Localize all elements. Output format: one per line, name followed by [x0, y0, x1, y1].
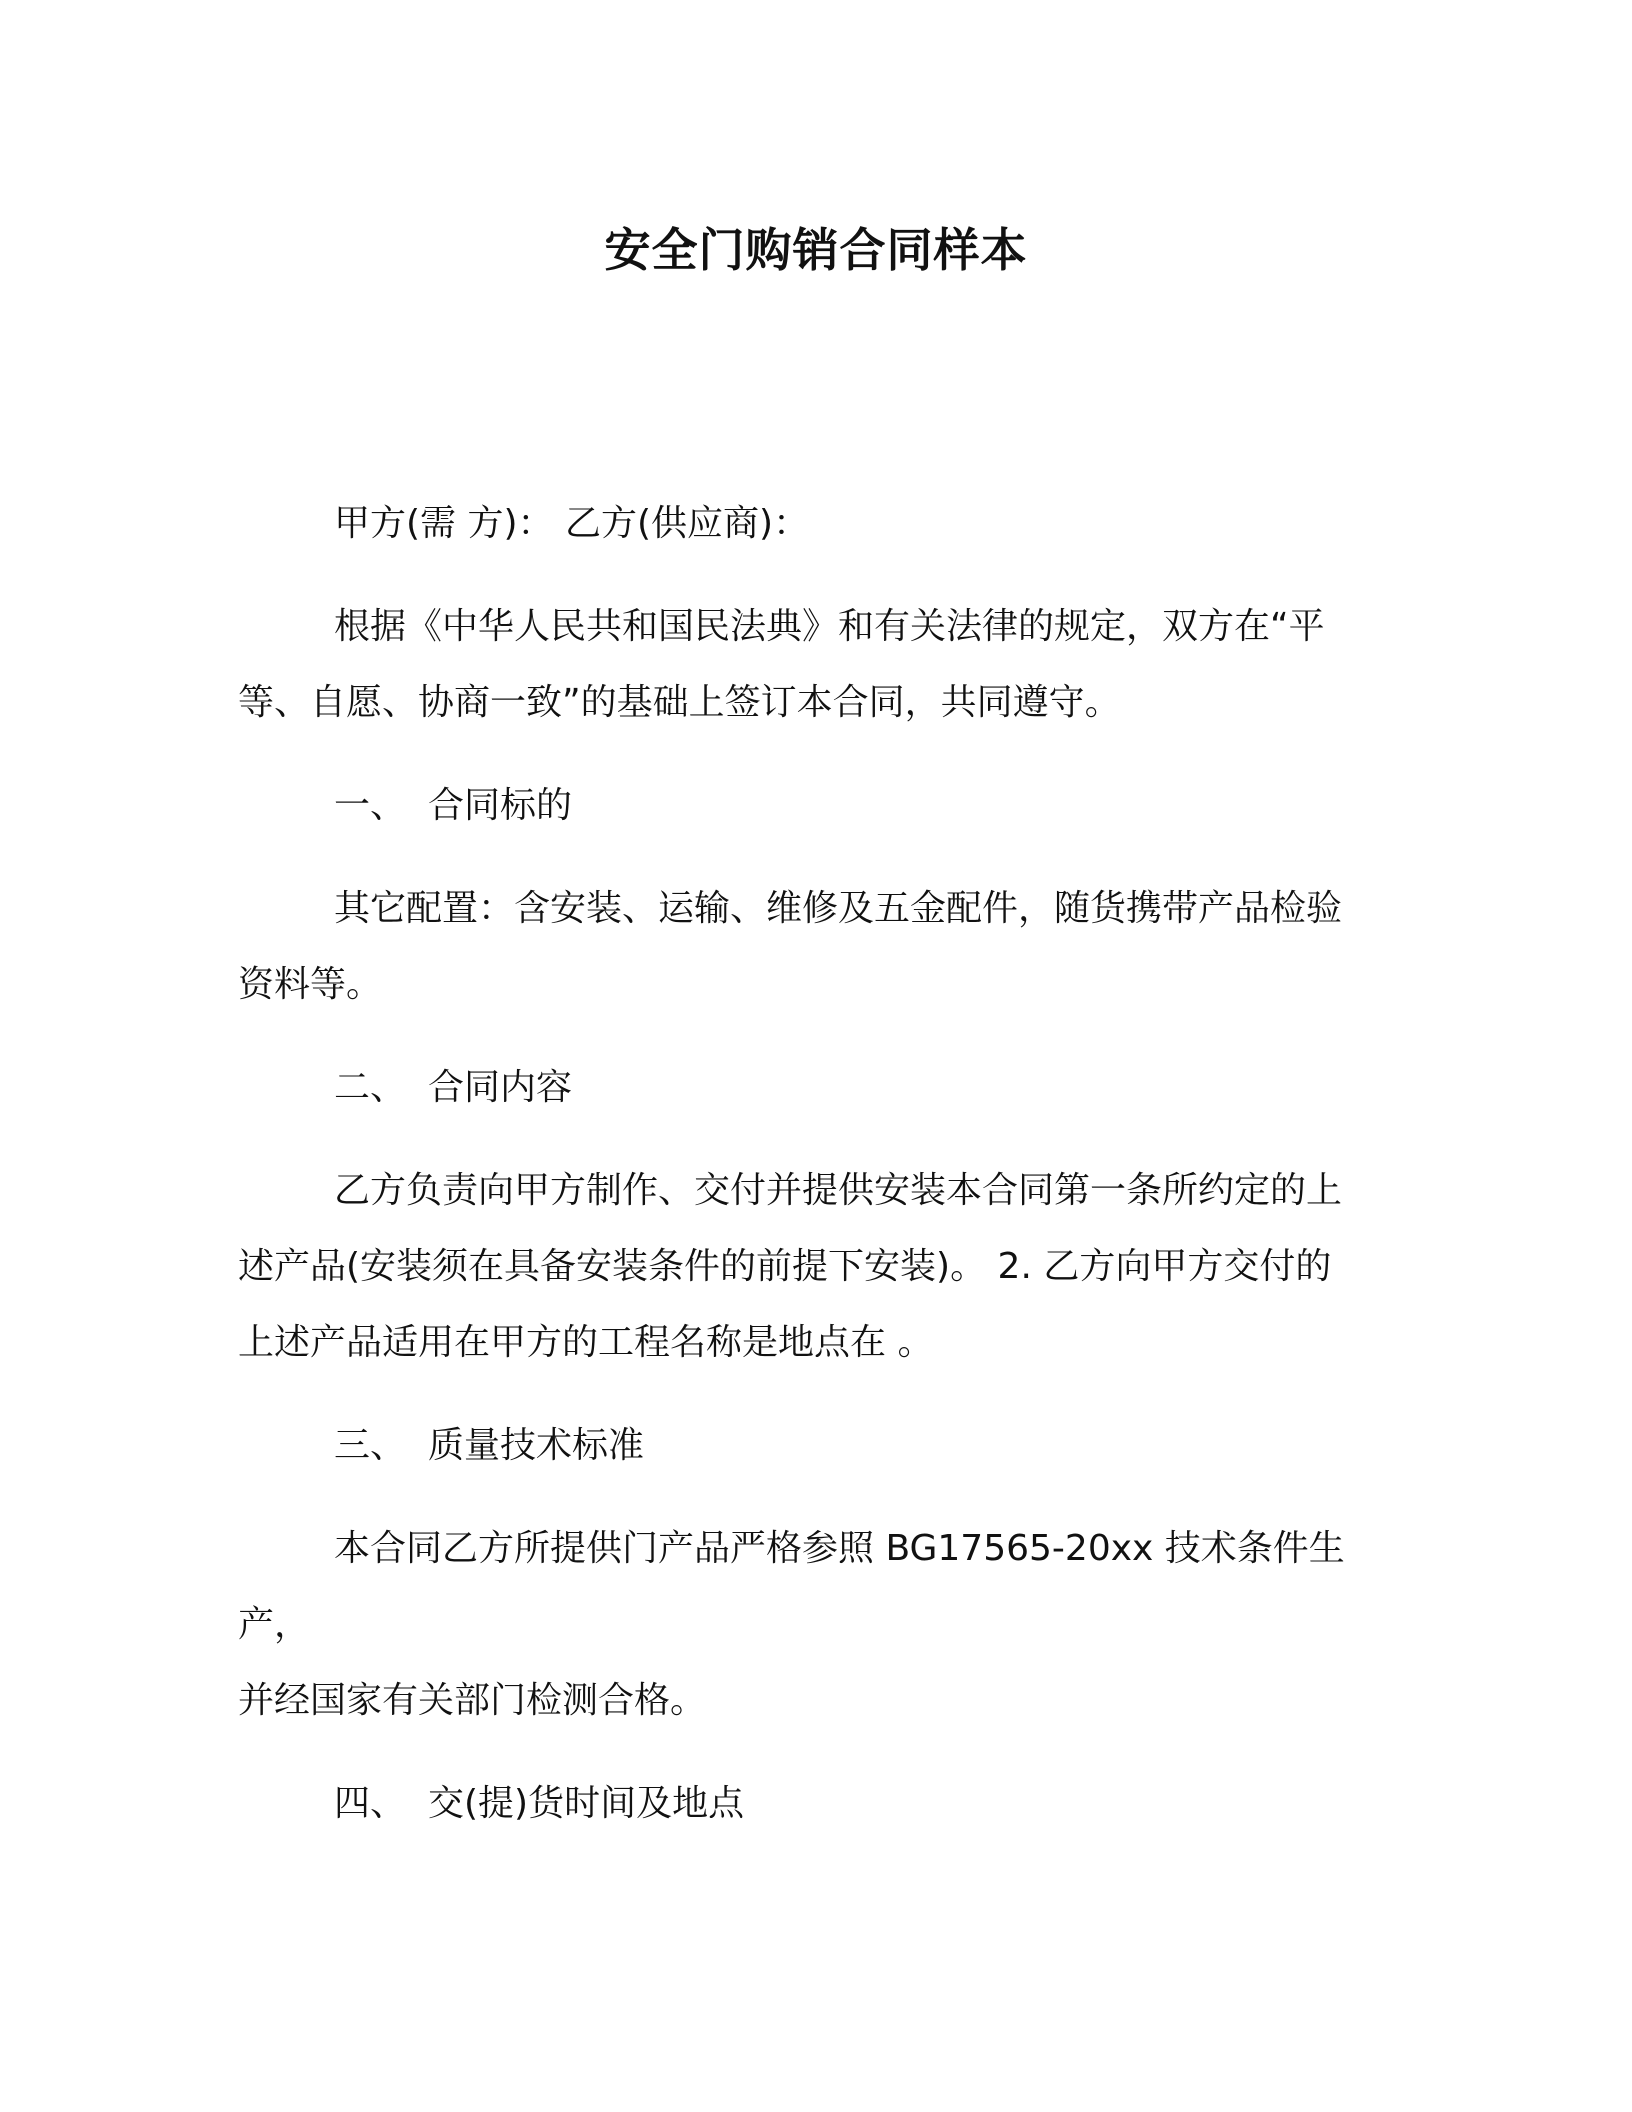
section-3-title: 质量技术标准: [428, 1425, 645, 1466]
document-body: [238, 486, 1408, 1869]
section-3-heading: [238, 1408, 1408, 1484]
section-3-line-2: 并经国家有关部门检测合格。: [238, 1680, 707, 1721]
section-3-paragraph: [238, 1511, 1408, 1739]
intro-paragraph: [238, 589, 1408, 741]
section-2-number: 二、: [334, 1067, 407, 1108]
section-2-paragraph: [238, 1153, 1408, 1381]
section-4-heading: [238, 1766, 1408, 1842]
section-1-paragraph: [238, 871, 1408, 1023]
section-2-title: 合同内容: [428, 1067, 573, 1108]
document-title: 安全门购销合同样本: [604, 223, 1028, 277]
section-4-title: 交(提)货时间及地点: [428, 1783, 745, 1824]
section-2-line-1: 乙方负责向甲方制作、交付并提供安装本合同第一条所约定的上: [334, 1170, 1343, 1211]
section-2-line-3: 上述产品适用在甲方的工程名称是地点在 。: [238, 1322, 934, 1363]
parties-line: 甲方(需 方)： 乙方(供应商)：: [334, 503, 810, 544]
section-2-line-2: 述产品(安装须在具备安装条件的前提下安装)。 2. 乙方向甲方交付的: [238, 1246, 1332, 1287]
section-3-line-1: 本合同乙方所提供门产品严格参照 BG17565-20xx 技术条件生产，: [238, 1528, 1345, 1645]
section-4-number: 四、: [334, 1783, 407, 1824]
section-1-number: 一、: [334, 785, 407, 826]
section-1-line-1: 其它配置：含安装、运输、维修及五金配件，随货携带产品检验: [334, 888, 1343, 929]
intro-line-2: 等、自愿、协商一致”的基础上签订本合同，共同遵守。: [238, 682, 1121, 723]
section-1-heading: [238, 768, 1408, 844]
section-2-heading: [238, 1050, 1408, 1126]
intro-line-1: 根据《中华人民共和国民法典》和有关法律的规定，双方在“平: [334, 606, 1325, 647]
section-1-line-2: 资料等。: [238, 964, 383, 1005]
section-1-title: 合同标的: [428, 785, 573, 826]
section-3-number: 三、: [334, 1425, 407, 1466]
